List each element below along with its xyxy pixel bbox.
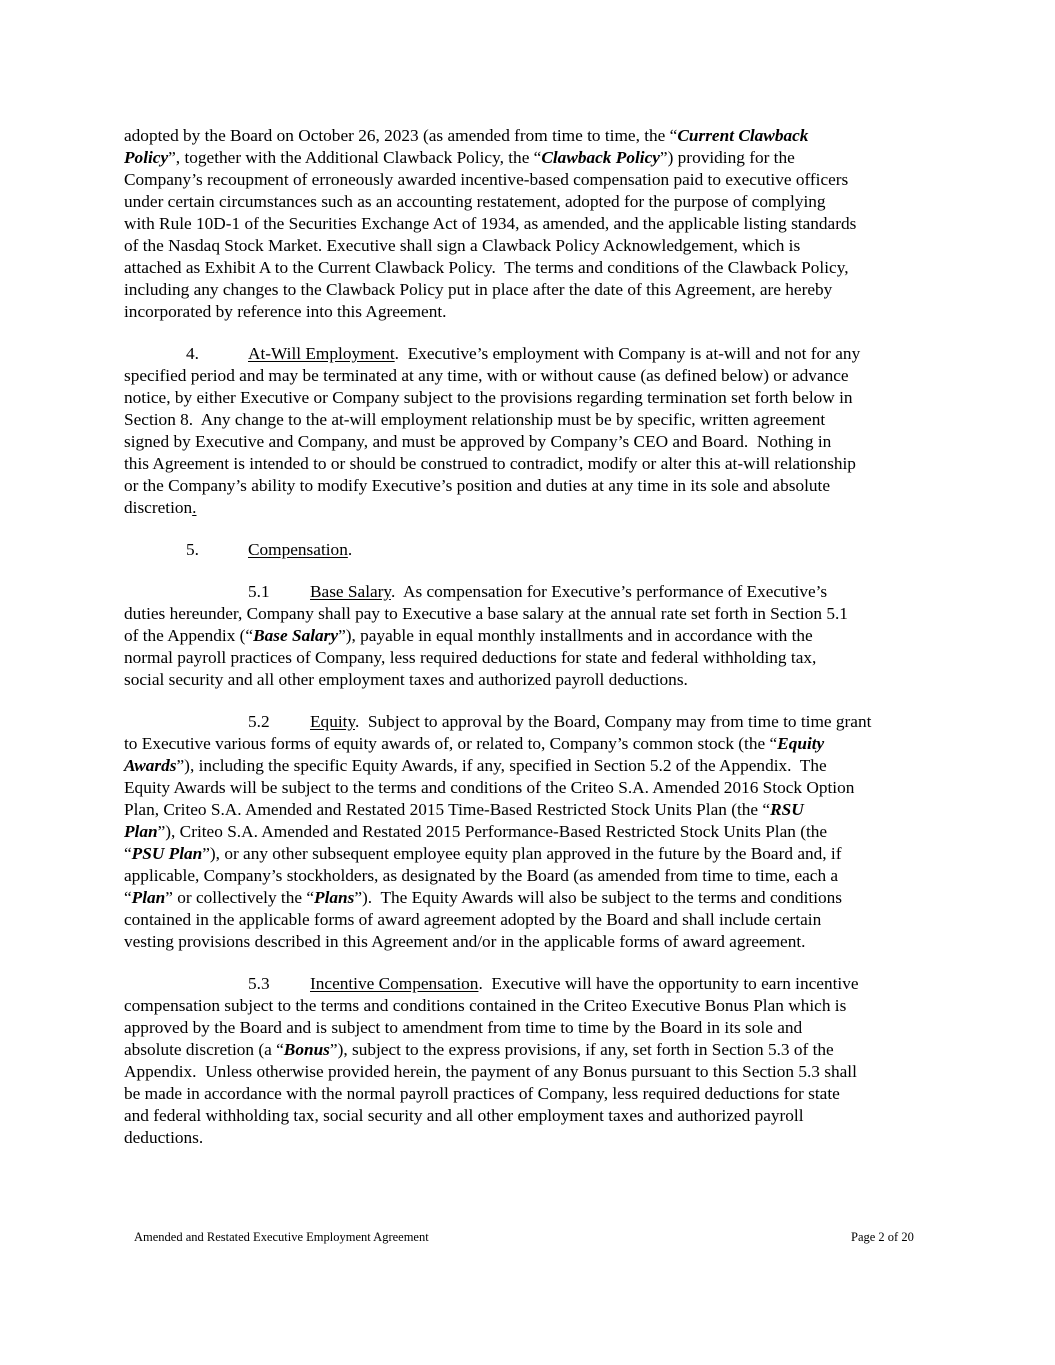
- text-span: Plan, Criteo S.A. Amended and Restated 2015 Time-Based Restricted Stock Units Plan (the “: [124, 800, 771, 819]
- text-line: normal payroll practices of Company, less required deductions for state and federal withholding tax,: [124, 648, 817, 667]
- text-span: ”) providing for the: [659, 148, 795, 167]
- text-span: ”), payable in equal monthly installments and in accordance with the: [338, 626, 813, 645]
- text-line: [124, 125, 808, 147]
- defined-term: Plan: [124, 822, 158, 841]
- text-line: of the Nasdaq Stock Market. Executive shall sign a Clawback Policy Acknowledgement, which is: [124, 236, 801, 255]
- text-line: vesting provisions described in this Agreement and/or in the applicable forms of award agreement.: [124, 932, 806, 951]
- text-line: [248, 343, 860, 365]
- text-line: [248, 539, 352, 561]
- footer-page-number: Page 2 of 20: [851, 1230, 914, 1244]
- text-line: specified period and may be terminated at any time, with or without cause (as defined below) or advance: [124, 366, 849, 385]
- text-line: attached as Exhibit A to the Current Clawback Policy. The terms and conditions of the Clawback Policy,: [124, 258, 849, 277]
- text-span: ”), including the specific Equity Awards, if any, specified in Section 5.2 of the Appendix. The: [176, 756, 827, 775]
- text-line: be made in accordance with the normal payroll practices of Company, less required deductions for state: [124, 1084, 840, 1103]
- section-heading: Compensation: [248, 540, 348, 559]
- defined-term: Equity: [777, 734, 825, 753]
- text-span: .: [192, 498, 197, 517]
- section-number: 5.1: [248, 582, 270, 601]
- text-line: applicable, Company’s stockholders, as designated by the Board (as amended from time to time, each a: [124, 866, 839, 885]
- defined-term: Clawback Policy: [541, 148, 660, 167]
- text-span: of the Appendix (“: [124, 626, 254, 645]
- text-span: . Subject to approval by the Board, Company may from time to time grant: [354, 712, 872, 731]
- text-line: Company’s recoupment of erroneously awarded incentive-based compensation paid to executive officers: [124, 170, 849, 189]
- text-span: discretion: [124, 498, 193, 517]
- defined-term: Plans: [314, 888, 355, 907]
- text-line: deductions.: [124, 1128, 204, 1147]
- defined-term: Awards: [124, 756, 177, 775]
- text-line: Equity Awards will be subject to the terms and conditions of the Criteo S.A. Amended 2016 Stock Option: [124, 778, 855, 797]
- text-line: this Agreement is intended to or should be construed to contradict, modify or alter this at-will relationship: [124, 454, 856, 473]
- defined-term: PSU Plan: [131, 844, 203, 863]
- footer-title: Amended and Restated Executive Employment Agreement: [134, 1230, 429, 1244]
- section-number: 4.: [186, 344, 199, 363]
- text-span: . As compensation for Executive’s performance of Executive’s: [390, 582, 828, 601]
- text-line: under certain circumstances such as an accounting restatement, adopted for the purpose of complying: [124, 192, 826, 211]
- text-line: [310, 581, 827, 603]
- text-span: to Executive various forms of equity awards of, or related to, Company’s common stock (the “: [124, 734, 778, 753]
- text-span: absolute discretion (a “: [124, 1040, 284, 1059]
- text-line: signed by Executive and Company, and must be approved by Company’s CEO and Board. Nothing in: [124, 432, 832, 451]
- text-line: contained in the applicable forms of award agreement adopted by the Board and shall include certain: [124, 910, 822, 929]
- text-line: notice, by either Executive or Company subject to the provisions regarding termination set forth below in: [124, 388, 853, 407]
- section-heading: At-Will Employment: [248, 344, 395, 363]
- text-line: [310, 711, 871, 733]
- text-line: approved by the Board and is subject to amendment from time to time by the Board in its sole and: [124, 1018, 803, 1037]
- text-span: ”, together with the Additional Clawback Policy, the “: [168, 148, 542, 167]
- section-number: 5.2: [248, 712, 270, 731]
- defined-term: Plan: [131, 888, 166, 907]
- text-line: [124, 755, 827, 777]
- text-line: [124, 625, 813, 647]
- text-line: social security and all other employment taxes and authorized payroll deductions.: [124, 670, 688, 689]
- text-line: Section 8. Any change to the at-will employment relationship must be by specific, written agreement: [124, 410, 826, 429]
- text-line: duties hereunder, Company shall pay to Executive a base salary at the annual rate set forth in Section 5.1: [124, 604, 848, 623]
- text-span: “: [124, 888, 132, 907]
- text-line: [310, 973, 859, 995]
- section-heading: Equity: [310, 712, 355, 731]
- defined-term: Current Clawback: [677, 126, 809, 145]
- defined-term: Base Salary: [253, 626, 339, 645]
- text-span: ”), subject to the express provisions, if any, set forth in Section 5.3 of the: [329, 1040, 834, 1059]
- text-line: [124, 887, 842, 909]
- text-span: ”), or any other subsequent employee equity plan approved in the future by the Board and, if: [202, 844, 842, 863]
- text-line: [124, 799, 804, 821]
- section-heading: Incentive Compensation: [310, 974, 479, 993]
- text-span: ”), Criteo S.A. Amended and Restated 2015 Performance-Based Restricted Stock Units Plan (the: [157, 822, 828, 841]
- text-line: [124, 733, 824, 755]
- text-span: ” or collectively the “: [165, 888, 315, 907]
- text-line: or the Company’s ability to modify Executive’s position and duties at any time in its sole and absolute: [124, 476, 831, 495]
- text-line: Appendix. Unless otherwise provided herein, the payment of any Bonus pursuant to this Section 5.3 shall: [124, 1062, 857, 1081]
- defined-term: Policy: [124, 148, 169, 167]
- text-line: [124, 821, 827, 843]
- text-line: compensation subject to the terms and conditions contained in the Criteo Executive Bonus Plan which is: [124, 996, 847, 1015]
- text-line: [124, 147, 795, 169]
- text-line: incorporated by reference into this Agreement.: [124, 302, 447, 321]
- text-line: with Rule 10D-1 of the Securities Exchange Act of 1934, as amended, and the applicable listing standards: [124, 214, 857, 233]
- text-line: and federal withholding tax, social security and all other employment taxes and authorized payroll: [124, 1106, 804, 1125]
- text-line: including any changes to the Clawback Policy put in place after the date of this Agreement, are hereby: [124, 280, 833, 299]
- text-span: . Executive’s employment with Company is at-will and not for any: [394, 344, 861, 363]
- section-heading: Base Salary: [310, 582, 391, 601]
- text-span: “: [124, 844, 132, 863]
- section-number: 5.3: [248, 974, 270, 993]
- text-span: .: [347, 540, 353, 559]
- text-line: [124, 1039, 834, 1061]
- text-line: [124, 497, 196, 519]
- defined-term: Bonus: [283, 1040, 330, 1059]
- text-line: [124, 843, 841, 865]
- text-span: adopted by the Board on October 26, 2023 (as amended from time to time, the “: [124, 126, 678, 145]
- text-span: ”). The Equity Awards will also be subject to the terms and conditions: [354, 888, 843, 907]
- section-number: 5.: [186, 540, 199, 559]
- defined-term: RSU: [770, 800, 804, 819]
- text-span: . Executive will have the opportunity to earn incentive: [478, 974, 859, 993]
